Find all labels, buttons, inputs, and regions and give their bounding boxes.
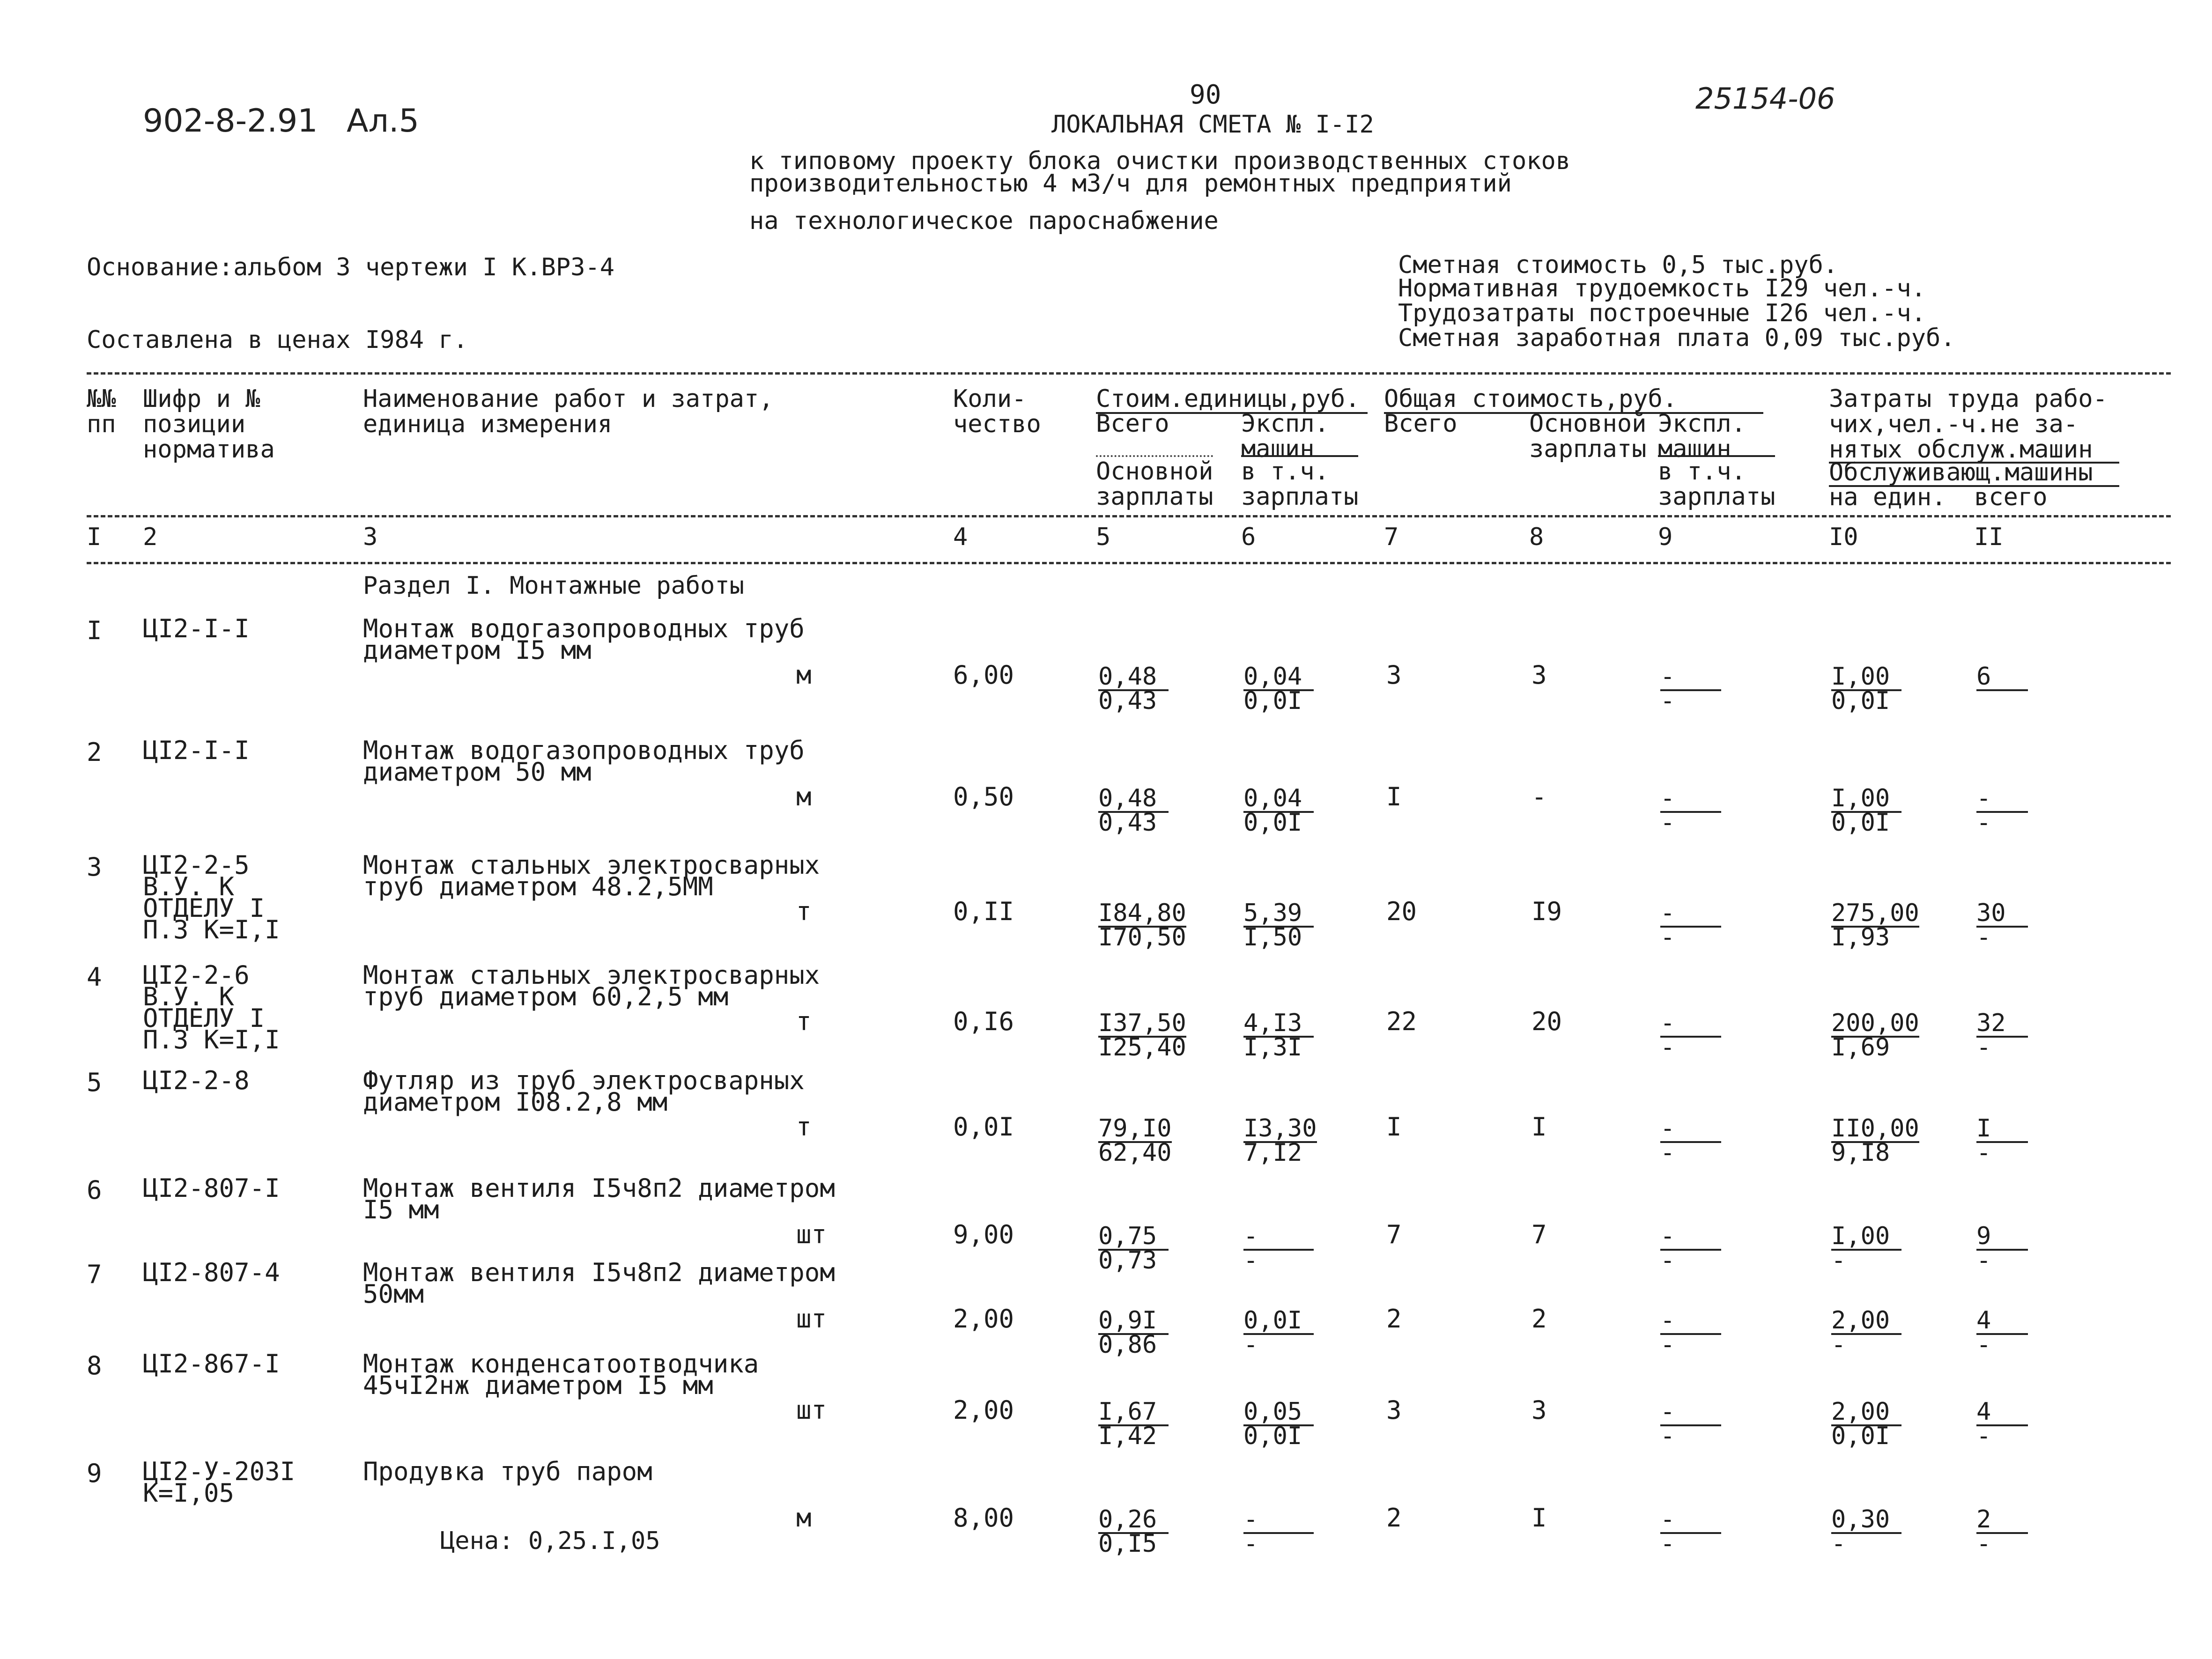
header-bottom-rule — [87, 562, 2171, 564]
row-labor-total — [1976, 1009, 2028, 1062]
row-machine-cost — [1243, 1009, 1314, 1062]
row-machine-cost-top: 4,I3 — [1243, 1011, 1314, 1038]
row-machine-cost-bottom: 0,0I — [1243, 687, 1302, 715]
colnum-11: II — [1974, 523, 2004, 551]
header-labor-subgroup: Обслуживающ.машины — [1829, 458, 2093, 487]
row-labor-total-top: I — [1976, 1117, 2028, 1143]
row-code: ЦI2-2-8 — [143, 1066, 250, 1095]
row-total-machine — [1660, 899, 1721, 949]
row-quantity: 0,II — [953, 897, 1014, 926]
row-labor-total-top: 2 — [1976, 1508, 2028, 1534]
row-unit-cost — [1098, 1222, 1169, 1275]
row-machine-cost-top: 5,39 — [1243, 901, 1314, 928]
row-labor-total-top: - — [1976, 787, 2028, 813]
row-labor-total-bottom: - — [1976, 809, 1991, 837]
row-labor-total-bottom: - — [1976, 1033, 1991, 1062]
row-machine-cost — [1243, 663, 1314, 713]
page-number: 90 — [1190, 80, 1221, 110]
row-total-machine-top: - — [1660, 1508, 1721, 1534]
row-code: ЦI2-2-6 В.У. К ОТДЕЛУ I П.3 К=I,I — [143, 960, 280, 1054]
header-col-5-top: Всего — [1096, 410, 1169, 438]
row-labor-total-top: 30 — [1976, 901, 2028, 928]
row-code: ЦI2-867-I — [143, 1349, 280, 1379]
colnum-2: 2 — [143, 523, 158, 551]
header-col-3: Наименование работ и затрат, единица измерения — [363, 385, 774, 438]
row-quantity: 2,00 — [953, 1395, 1014, 1425]
row-quantity: 8,00 — [953, 1503, 1014, 1533]
row-labor-total — [1976, 1505, 2028, 1556]
row-total-machine-bottom: - — [1660, 1331, 1675, 1359]
row-labor-unit-bottom: I,93 — [1831, 923, 1890, 951]
row-total-machine-top: - — [1660, 1117, 1721, 1143]
row-labor-unit — [1831, 1222, 1901, 1275]
row-number: 7 — [87, 1260, 102, 1289]
row-machine-cost-top: 0,05 — [1243, 1400, 1314, 1426]
row-labor-total-top: 6 — [1976, 665, 2028, 691]
colnum-4: 4 — [953, 523, 968, 551]
row-unit-cost — [1098, 663, 1169, 713]
document-title: ЛОКАЛЬНАЯ СМЕТА № I-I2 — [1051, 111, 1374, 139]
row-total: 2 — [1386, 1304, 1402, 1334]
row-labor-unit — [1831, 1114, 1919, 1165]
header-col-4: Коли- чество — [953, 385, 1041, 438]
row-labor-total — [1976, 784, 2028, 837]
row-unit-cost-bottom: 0,I5 — [1098, 1530, 1157, 1558]
row-labor-unit — [1831, 1009, 1919, 1062]
colnum-3: 3 — [363, 523, 378, 551]
row-total-wages: 7 — [1531, 1220, 1547, 1249]
row-number: 4 — [87, 962, 102, 992]
row-total-wages: I9 — [1531, 897, 1562, 926]
row-labor-total — [1976, 1398, 2028, 1448]
row-total: 2 — [1386, 1503, 1402, 1533]
row-labor-unit-top: 200,00 — [1831, 1009, 1919, 1037]
row-machine-cost-bottom: - — [1243, 1530, 1258, 1558]
subtitle-line-1: к типовому проекту блока очистки производственных стоков — [749, 147, 1571, 175]
subtitle-line-3: на технологическое пароснабжение — [749, 207, 1219, 235]
row-labor-unit — [1831, 784, 1901, 837]
row-machine-cost-top: 0,04 — [1243, 787, 1314, 813]
row-total-wages: 2 — [1531, 1304, 1547, 1334]
row-labor-unit-top: I,00 — [1831, 1224, 1901, 1251]
row-machine-cost-bottom: I,50 — [1243, 923, 1302, 951]
colnum-5: 5 — [1096, 523, 1111, 551]
row-unit-cost-bottom: 62,40 — [1098, 1139, 1172, 1167]
row-total: I — [1386, 1112, 1402, 1142]
row-quantity: 6,00 — [953, 660, 1014, 690]
row-code: ЦI2-807-I — [143, 1173, 280, 1203]
header-col-9-divider — [1658, 455, 1775, 457]
row-quantity: 0,0I — [953, 1112, 1014, 1142]
row-labor-unit — [1831, 1306, 1901, 1357]
row-machine-cost — [1243, 1306, 1314, 1357]
row-total-machine — [1660, 1114, 1721, 1165]
header-col-2: Шифр и № позиции норматива — [143, 385, 275, 464]
row-unit: т — [796, 1112, 812, 1142]
row-labor-total — [1976, 899, 2028, 949]
row-machine-cost-bottom: - — [1243, 1246, 1258, 1275]
row-unit-cost-bottom: 0,73 — [1098, 1246, 1157, 1275]
header-col-5-bottom: Основной зарплаты — [1096, 457, 1213, 511]
row-total-machine — [1660, 1306, 1721, 1357]
row-labor-total-top: 9 — [1976, 1224, 2028, 1251]
row-machine-cost — [1243, 784, 1314, 837]
row-total: 3 — [1386, 1395, 1402, 1425]
row-total-wages: - — [1531, 782, 1547, 811]
row-machine-cost-bottom: 0,0I — [1243, 1422, 1302, 1450]
price-note: Цена: 0,25.I,05 — [440, 1527, 660, 1555]
row-unit-cost — [1098, 1505, 1169, 1556]
row-labor-total-bottom: - — [1976, 923, 1991, 951]
row-unit-cost — [1098, 1114, 1172, 1165]
row-unit-cost-top: 0,48 — [1098, 787, 1169, 813]
row-unit: т — [796, 1007, 812, 1036]
row-name: Монтаж вентиля I5ч8п2 диаметром 50мм — [363, 1258, 835, 1309]
row-labor-unit-top: 2,00 — [1831, 1309, 1901, 1335]
row-machine-cost-bottom: 0,0I — [1243, 809, 1302, 837]
row-total-machine — [1660, 1505, 1721, 1556]
row-machine-cost-top: - — [1243, 1508, 1314, 1534]
row-name: Монтаж водогазопроводных труб диаметром 50 мм — [363, 736, 805, 787]
row-labor-unit — [1831, 899, 1919, 949]
row-total-wages: 3 — [1531, 1395, 1547, 1425]
row-machine-cost — [1243, 1222, 1314, 1275]
row-labor-total — [1976, 1306, 2028, 1357]
row-code: ЦI2-У-203I К=I,05 — [143, 1457, 296, 1508]
row-quantity: 9,00 — [953, 1220, 1014, 1249]
row-labor-total-bottom: - — [1976, 1139, 1991, 1167]
row-unit-cost-bottom: I,42 — [1098, 1422, 1157, 1450]
header-top-rule — [87, 372, 2171, 375]
header-total-cost-group: Общая стоимость,руб. — [1384, 385, 1678, 413]
summary-cost: Сметная стоимость 0,5 тыс.руб. — [1398, 251, 1838, 279]
row-name: Продувка труб паром — [363, 1457, 652, 1486]
row-quantity: 0,I6 — [953, 1007, 1014, 1036]
row-unit-cost-top: I37,50 — [1098, 1009, 1186, 1037]
row-total-machine — [1660, 1009, 1721, 1062]
header-col-9-top: Экспл. машин — [1658, 410, 1746, 463]
row-total-wages: I — [1531, 1112, 1547, 1142]
row-quantity: 2,00 — [953, 1304, 1014, 1334]
row-total-machine-bottom: - — [1660, 1246, 1675, 1275]
row-unit-cost — [1098, 784, 1169, 837]
row-total-machine — [1660, 784, 1721, 837]
row-unit: м — [796, 782, 812, 811]
row-unit-cost-bottom: 0,43 — [1098, 809, 1157, 837]
basis-text: Основание:альбом 3 чертежи I К.ВР3-4 — [87, 253, 615, 281]
row-labor-unit-top: 275,00 — [1831, 899, 1919, 927]
row-machine-cost-top: 0,0I — [1243, 1309, 1314, 1335]
doc-code: 902-8-2.91 — [143, 103, 318, 140]
row-labor-unit — [1831, 1505, 1901, 1556]
row-machine-cost-top: I3,30 — [1243, 1114, 1317, 1143]
row-labor-total-bottom: - — [1976, 1530, 1991, 1558]
row-unit: шт — [796, 1395, 827, 1425]
prices-year: Составлена в ценах I984 г. — [87, 326, 468, 354]
row-total: 22 — [1386, 1007, 1417, 1036]
row-unit-cost-top: I,67 — [1098, 1400, 1169, 1426]
summary-wages: Сметная заработная плата 0,09 тыс.руб. — [1398, 324, 1955, 352]
row-machine-cost — [1243, 1398, 1314, 1448]
album-number: Ал.5 — [347, 103, 419, 140]
row-number: I — [87, 616, 102, 645]
row-total-machine — [1660, 1398, 1721, 1448]
header-col-8: Основной зарплаты — [1529, 410, 1647, 463]
row-unit: м — [796, 660, 812, 690]
row-name: Футляр из труб электросварных диаметром I08.2,8 мм — [363, 1066, 805, 1117]
row-total-machine-bottom: - — [1660, 1530, 1675, 1558]
registration-number: 25154-06 — [1695, 81, 1835, 116]
row-machine-cost — [1243, 1114, 1317, 1165]
row-number: 9 — [87, 1459, 102, 1488]
row-unit-cost-top: 0,75 — [1098, 1224, 1169, 1251]
colnum-8: 8 — [1529, 523, 1544, 551]
row-unit: м — [796, 1503, 812, 1533]
row-labor-unit — [1831, 1398, 1901, 1448]
row-unit-cost — [1098, 1398, 1169, 1448]
row-code: ЦI2-I-I — [143, 736, 250, 765]
row-unit-cost — [1098, 1306, 1169, 1357]
row-total-machine-bottom: - — [1660, 809, 1675, 837]
row-total-wages: 3 — [1531, 660, 1547, 690]
row-labor-total-top: 4 — [1976, 1400, 2028, 1426]
row-total-machine-top: - — [1660, 787, 1721, 813]
row-unit-cost-bottom: 0,43 — [1098, 687, 1157, 715]
colnum-9: 9 — [1658, 523, 1673, 551]
row-labor-total — [1976, 1222, 2028, 1275]
row-labor-unit-top: 2,00 — [1831, 1400, 1901, 1426]
row-labor-unit-bottom: 9,I8 — [1831, 1139, 1890, 1167]
row-machine-cost — [1243, 899, 1314, 949]
row-unit-cost-bottom: I70,50 — [1098, 923, 1186, 951]
colnum-7: 7 — [1384, 523, 1399, 551]
header-col-11: всего — [1974, 483, 2048, 511]
row-labor-total-bottom: - — [1976, 1246, 1991, 1275]
row-total-wages: 20 — [1531, 1007, 1562, 1036]
row-name: Монтаж стальных электросварных труб диаметром 48.2,5ММ — [363, 850, 820, 901]
row-unit-cost-bottom: I25,40 — [1098, 1033, 1186, 1062]
row-total-machine-top: - — [1660, 665, 1721, 691]
row-total-machine-top: - — [1660, 901, 1721, 928]
summary-labor: Нормативная трудоемкость I29 чел.-ч. — [1398, 274, 1926, 302]
row-unit-cost-top: 0,48 — [1098, 665, 1169, 691]
row-labor-unit-top: I,00 — [1831, 787, 1901, 813]
row-unit-cost — [1098, 1009, 1186, 1062]
row-code: ЦI2-807-4 — [143, 1258, 280, 1287]
row-unit-cost-top: 79,I0 — [1098, 1114, 1172, 1143]
row-machine-cost-bottom: 7,I2 — [1243, 1139, 1302, 1167]
row-total-machine-top: - — [1660, 1011, 1721, 1038]
row-total-machine-bottom: - — [1660, 1422, 1675, 1450]
header-col-5-divider — [1096, 455, 1213, 457]
row-labor-unit-top: I,00 — [1831, 665, 1901, 691]
row-machine-cost-bottom: I,3I — [1243, 1033, 1302, 1062]
row-labor-unit — [1831, 663, 1901, 713]
row-total-machine-top: - — [1660, 1309, 1721, 1335]
row-unit: шт — [796, 1304, 827, 1334]
row-code: ЦI2-I-I — [143, 614, 250, 643]
header-col-10: на един. — [1829, 483, 1946, 511]
row-labor-unit-top: 0,30 — [1831, 1508, 1901, 1534]
row-unit-cost — [1098, 899, 1186, 949]
colnum-1: I — [87, 523, 102, 551]
row-labor-unit-bottom: 0,0I — [1831, 687, 1890, 715]
row-name: Монтаж водогазопроводных труб диаметром I5 мм — [363, 614, 805, 665]
row-total: 20 — [1386, 897, 1417, 926]
colnum-10: I0 — [1829, 523, 1858, 551]
row-labor-unit-bottom: I,69 — [1831, 1033, 1890, 1062]
summary-labor-site: Трудозатраты построечные I26 чел.-ч. — [1398, 299, 1926, 327]
row-total-machine-bottom: - — [1660, 1033, 1675, 1062]
row-labor-total-top: 4 — [1976, 1309, 2028, 1335]
row-total-machine-top: - — [1660, 1224, 1721, 1251]
row-total-machine — [1660, 1222, 1721, 1275]
row-total-wages: I — [1531, 1503, 1547, 1533]
row-unit-cost-bottom: 0,86 — [1098, 1331, 1157, 1359]
row-total-machine-bottom: - — [1660, 1139, 1675, 1167]
row-labor-unit-bottom: - — [1831, 1530, 1846, 1558]
row-name: Монтаж вентиля I5ч8п2 диаметром I5 мм — [363, 1173, 835, 1224]
row-machine-cost-top: - — [1243, 1224, 1314, 1251]
header-col-6-bottom: в т.ч. зарплаты — [1241, 457, 1359, 511]
header-mid-rule — [87, 515, 2171, 517]
row-name: Монтаж конденсатоотводчика 45чI2нж диаметром I5 мм — [363, 1349, 759, 1400]
row-number: 8 — [87, 1351, 102, 1380]
row-machine-cost — [1243, 1505, 1314, 1556]
subtitle-line-2: производительностью 4 м3/ч для ремонтных предприятий — [749, 170, 1512, 198]
row-labor-total — [1976, 1114, 2028, 1165]
row-total-machine-top: - — [1660, 1400, 1721, 1426]
row-labor-unit-bottom: 0,0I — [1831, 1422, 1890, 1450]
row-total: I — [1386, 782, 1402, 811]
row-unit: шт — [796, 1220, 827, 1249]
row-labor-unit-bottom: - — [1831, 1246, 1846, 1275]
row-total-machine — [1660, 663, 1721, 713]
row-labor-total — [1976, 663, 2028, 689]
row-total: 7 — [1386, 1220, 1402, 1249]
section-title: Раздел I. Монтажные работы — [363, 572, 744, 600]
row-number: 3 — [87, 852, 102, 882]
row-number: 2 — [87, 737, 102, 767]
header-col-6-top: Экспл. машин — [1241, 410, 1329, 463]
row-unit-cost-top: 0,9I — [1098, 1309, 1169, 1335]
header-col-7: Всего — [1384, 410, 1457, 438]
row-machine-cost-top: 0,04 — [1243, 665, 1314, 691]
row-unit-cost-top: 0,26 — [1098, 1508, 1169, 1534]
row-number: 6 — [87, 1175, 102, 1205]
row-labor-total-bottom: - — [1976, 1331, 1991, 1359]
header-col-1: №№ пп — [87, 385, 116, 438]
row-total-machine-bottom: - — [1660, 923, 1675, 951]
header-labor-group: Затраты труда рабо- чих,чел.-ч.не за- нятых обслуж.машин — [1829, 385, 2108, 464]
row-labor-total-bottom: - — [1976, 1422, 1991, 1450]
row-machine-cost-bottom: - — [1243, 1331, 1258, 1359]
row-number: 5 — [87, 1068, 102, 1097]
row-labor-unit-top: II0,00 — [1831, 1114, 1919, 1143]
row-labor-total-top: 32 — [1976, 1011, 2028, 1038]
row-unit-cost-top: I84,80 — [1098, 899, 1186, 927]
colnum-6: 6 — [1241, 523, 1256, 551]
header-col-6-divider — [1241, 455, 1358, 457]
header-col-9-bottom: в т.ч. зарплаты — [1658, 457, 1776, 511]
row-total-machine-bottom: - — [1660, 687, 1675, 715]
header-unit-cost-group: Стоим.единицы,руб. — [1096, 385, 1360, 413]
row-labor-unit-bottom: - — [1831, 1331, 1846, 1359]
row-code: ЦI2-2-5 В.У. К ОТДЕЛУ I П.3 К=I,I — [143, 850, 280, 944]
row-name: Монтаж стальных электросварных труб диаметром 60,2,5 мм — [363, 960, 820, 1011]
row-quantity: 0,50 — [953, 782, 1014, 811]
row-labor-unit-bottom: 0,0I — [1831, 809, 1890, 837]
row-unit: т — [796, 897, 812, 926]
row-total: 3 — [1386, 660, 1402, 690]
